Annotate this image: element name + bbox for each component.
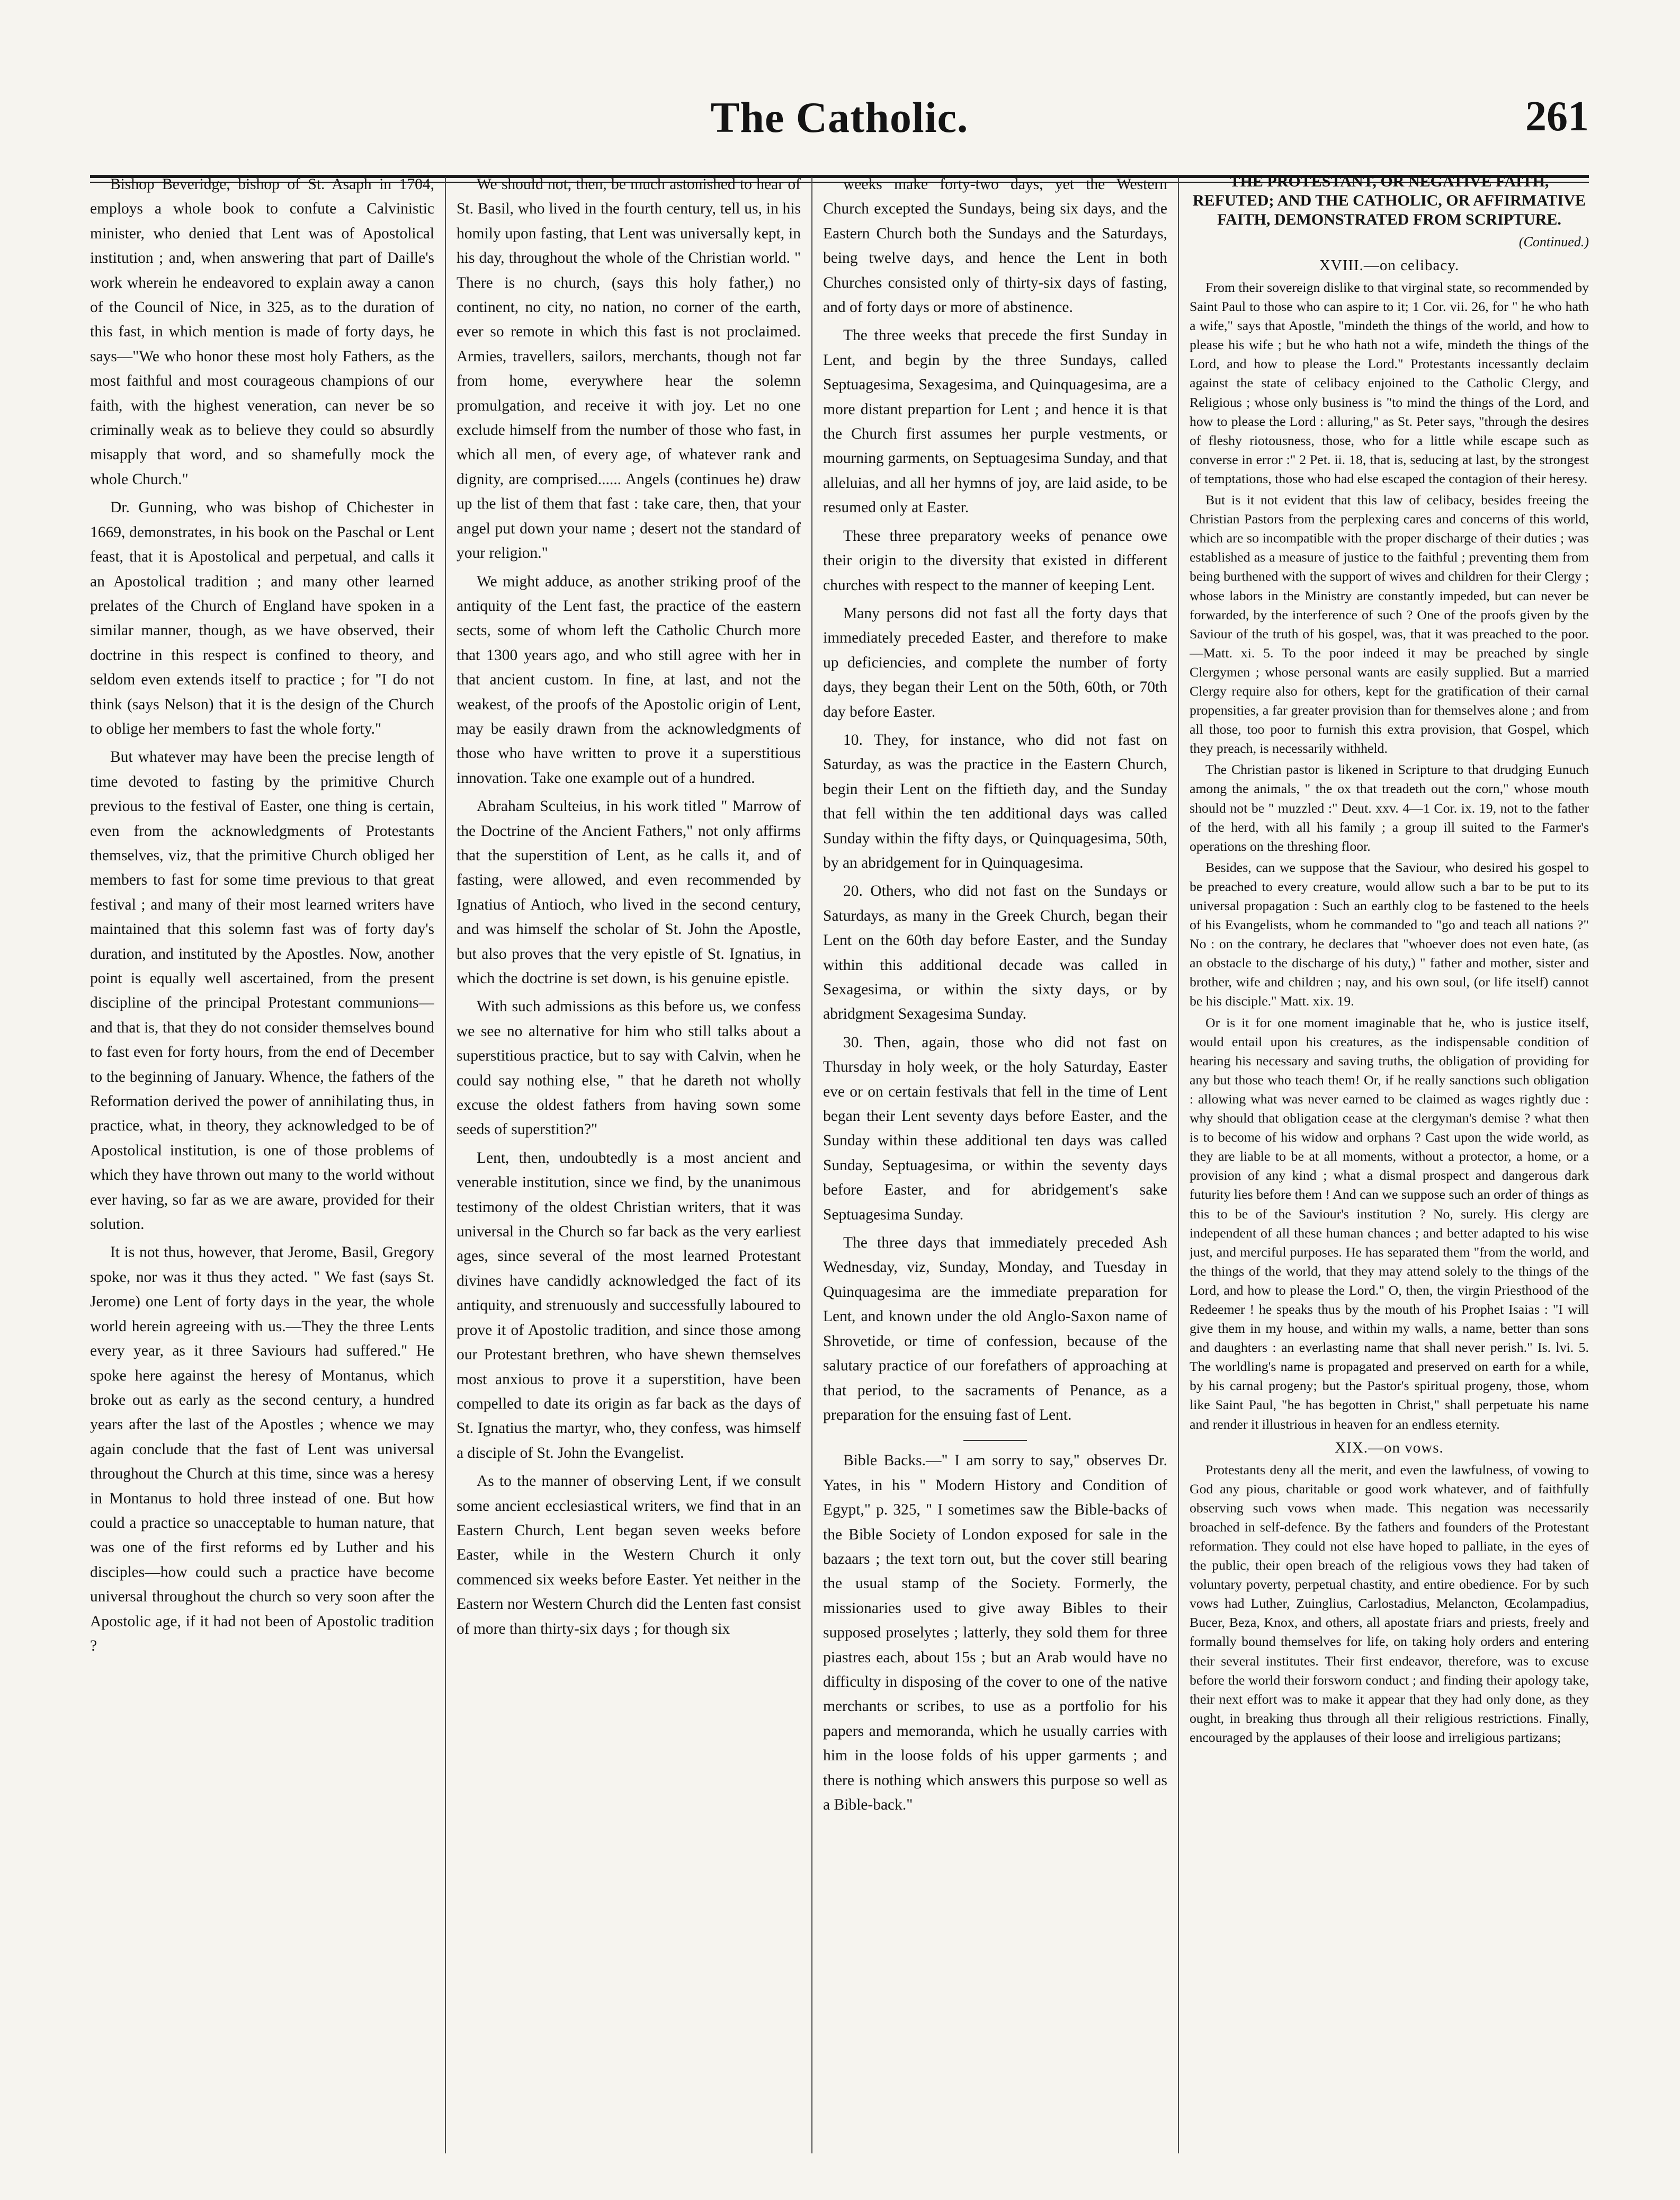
continued-note: (Continued.) [1518,234,1589,250]
paragraph: Lent, then, undoubtedly is a most ancient and venerable institution, since we find, by the unanimous testimony of the oldest Christian writers, that it was universal in the Church so far back as the very earliest ages, since several of the most learned Protestant divines have candidly acknowledged the fact of its antiquity, and strenuously and successfully laboured to prove it of Apostolic tradition, and since those among our Protestant brethren, who have shewn themselves most anxious to prove it a superstition, have been compelled to date its origin as far back as the days of St. Ignatius the martyr, who, they confess, was himself a disciple of St. John the Evangelist. [457,1149,801,1462]
paragraph: weeks make forty-two days, yet the Western Church excepted the Sundays, being six days, and the Eastern Church both the Sundays and the Saturdays, being twelve days, and hence the Lent in both Churches consisted only of thirty-six days of fasting, and of forty days or more of abstinence. [823,176,1167,316]
column-divider [445,177,446,2153]
paragraph: Bishop Beveridge, bishop of St. Asaph in 1704, employs a whole book to confute a Calvinistic minister, who denied that Lent was of Apostolical institution ; and, when answering that part of Daille's work wherein he endeavored to explain away a canon of the Council of Nice, in 325, as to the duration of this fast, in which mention is made of forty days, he says—"We who honor these most holy Fathers, as the most faithful and most courageous champions of our faith, with the highest veneration, can never be so criminally weak as to believe they could so absurdly misapply that word, and so shamefully mock the whole Church." [90,176,434,488]
column-3 [823,172,1167,2156]
section-heading: XIX.—on vows. [1335,1439,1444,1456]
paragraph: Protestants deny all the merit, and even the lawfulness, of vowing to God any pious, charitable or good work whatever, and of faithfully observing such vows when made. This negation was necessarily broached in self-defence. By the fathers and founders of the Protestant reformation. They could not else have hoped to palliate, in the eyes of the public, their open breach of the religious vows they had taken of voluntary poverty, perpetual chastity, and entire obedience. For by such vows had Luther, Zuinglius, Carlostadius, Melancton, Œcolampadius, Bucer, Beza, Knox, and others, all apostate friars and priests, freely and formally bound themselves for life, on taking holy orders and entering their several institutes. Their first endeavor, therefore, was to excuse before the world their forsworn conduct ; and finding their apology take, their next effort was to make it appear that they had only done, as they ought, in breaking thus through all their religious restrictions. Finally, encouraged by the applauses of their loose and irreligious partizans; [1190,1462,1589,1745]
paragraph: 20. Others, who did not fast on the Sundays or Saturdays, as many in the Greek Church, began their Lent on the 60th day before Easter, and the Sunday within this additional decade was called in Sexagesima, or within the sixty days, or by abridgment Sexagesima Sunday. [823,883,1167,1023]
column-2 [457,172,801,2156]
article-title: THE PROTESTANT, OR NEGATIVE FAITH, REFUTED; AND THE CATHOLIC, OR AFFIRMATIVE FAITH, DEMONSTRATED FROM SCRIPTURE. [1193,173,1586,228]
paragraph: We might adduce, as another striking proof of the antiquity of the Lent fast, the practice of the eastern sects, some of whom left the Catholic Church more that 1300 years ago, and who still agree with her in that ancient custom. In fine, at last, and not the weakest, of the proofs of the Apostolic origin of Lent, may be easily drawn from the acknowledgments of those who have written to prove it a superstitious innovation. Take one example out of a hundred. [457,573,801,787]
column-divider [811,177,812,2153]
paragraph: The three days that immediately preceded Ash Wednesday, viz, Sunday, Monday, and Tuesday in Quinquagesima are the immediate preparation for Lent, and known under the old Anglo-Saxon name of Shrovetide, or time of confession, because of the salutary practice of our forefathers of approaching at that period, to the sacraments of Penance, as a preparation for the ensuing fast of Lent. [823,1234,1167,1423]
paragraph: But is it not evident that this law of celibacy, besides freeing the Christian Pastors from the perplexing cares and concerns of this world, which are so incompatible with the proper discharge of their duties ; was established as a measure of justice to the faithful ; preventing them from being burthened with the support of wives and children for their Clergy ; whose labors in the Ministry are constantly impeded, but can never be forwarded, by the interference of such ? One of the proofs given by the Saviour of the truth of his gospel, was, that it was preached to the poor.—Matt. xi. 5. To the poor indeed it may be preached by single Clergymen ; whose personal wants are easily supplied. But a married Clergy require also for others, kept for the gratification of their carnal propensities, a far greater provision than for themselves alone ; and from all those, too poor to furnish this extra provision, that Gospel, which they preach, is necessarily withheld. [1190,492,1589,756]
paragraph: The Christian pastor is likened in Scripture to that drudging Eunuch among the animals, " the ox that treadeth out the corn," whose mouth should not be " muzzled :" Deut. xxv. 4—1 Cor. ix. 19, not to the father of the herd, with all his family ; a group ill suited to the Farmer's operations on the threshing floor. [1190,762,1589,854]
paragraph: We should not, then, be much astonished to hear of St. Basil, who lived in the fourth century, tell us, in his homily upon fasting, that Lent was universally kept, in his day, throughout the whole of the Christian world. " There is no church, (says this holy father,) no continent, no city, no nation, no corner of the earth, ever so remote in which this fast is not proclaimed. Armies, travellers, sailors, merchants, though not far from home, everywhere hear the solemn promulgation, and receive it with joy. Let no one exclude himself from the number of those who fast, in which all men, of every age, of whatever rank and dignity, are comprised...... Angels (continues he) draw up the list of them that fast : take care, then, that your angel put down your name ; desert not the standard of your religion." [457,176,801,562]
newspaper-page [90,64,1589,2161]
paragraph: But whatever may have been the precise length of time devoted to fasting by the primitive Church previous to the festival of Easter, one thing is certain, even from the acknowledgments of Protestants themselves, viz, that the primitive Church obliged her members to fast for some time previous to that great festival ; and many of their most learned writers have maintained that this solemn fast was of forty day's duration, and instituted by the Apostles. Now, another point is equally well ascertained, from the present discipline of the principal Protestant communions—and that is, that they do not consider themselves bound to fast even for forty hours, from the end of December to the beginning of January. Whence, the fathers of the Reformation derived the power of annihilating thus, in practice, what, in theory, they acknowledged to be of Apostolical institution, is one of those problems of which they have thrown out many to the world without ever having, so far as we are aware, provided for their solution. [90,749,434,1233]
paragraph: Bible Backs.—" I am sorry to say," observes Dr. Yates, in his " Modern History and Condition of Egypt," p. 325, " I sometimes saw the Bible-backs of the Bible Society of London exposed for sale in the bazaars ; the text torn out, but the cover still bearing the usual stamp of the Society. Formerly, the missionaries used to give away Bibles to their supposed proselytes ; latterly, they sold them for three piastres each, about 15s ; but an Arab would have no difficulty in disposing of the cover to one of the native merchants or scribes, to use as a portfolio for his papers and memoranda, which he usually carries with him in the loose folds of his upper garments ; and there is nothing which answers this purpose so well as a Bible-back." [823,1452,1167,1813]
column-1 [90,172,434,2156]
column-4 [1190,172,1589,2156]
section-heading: XVIII.—on celibacy. [1319,257,1460,274]
column-divider [1178,177,1179,2153]
paragraph: The three weeks that precede the first Sunday in Lent, and begin by the three Sundays, called Septuagesima, Sexagesima, and Quinquagesima, are a more distant prepartion for Lent ; and hence it is that the Church first assumes her purple vestments, or mourning garments, on Septuagesima Sunday, and that alleluias, and all her hymns of joy, are laid aside, to be resumed only at Easter. [823,327,1167,516]
paragraph: As to the manner of observing Lent, if we consult some ancient ecclesiastical writers, we find that in an Eastern Church, Lent began seven weeks before Easter, while in the Western Church it only commenced six weeks before Easter. Yet neither in the Eastern nor Western Church did the Lenten fast consist of more than thirty-six days ; for though six [457,1473,801,1637]
masthead [90,93,1589,156]
paragraph: Dr. Gunning, who was bishop of Chichester in 1669, demonstrates, in his book on the Paschal or Lent feast, that it is Apostolical and perpetual, and calls it an Apostolical tradition ; and many other learned prelates of the Church of England have spoken in a similar manner, though, as we have observed, their doctrine in this respect is confined to theory, and seldom even extends itself to practice ; for "I do not think (says Nelson) that it is the design of the Church to oblige her members to fast the whole forty." [90,499,434,737]
paragraph: With such admissions as this before us, we confess we see no alternative for him who still talks about a superstitious practice, but to say with Calvin, when he could say nothing else, " that he dareth not wholly excuse the oldest fathers from having sown some seeds of superstition?" [457,998,801,1138]
paragraph: From their sovereign dislike to that virginal state, so recommended by Saint Paul to those who can aspire to it; 1 Cor. vii. 26, for " he who hath a wife," says that Apostle, "mindeth the things of the world, and how to please his wife ; but he who hath not a wife, mindeth the things of the Lord, and how to please the Lord." Protestants incessantly declaim against the state of celibacy enjoined to the Catholic Clergy, and Religious ; whose only business is "to mind the things of the Lord, and how to please the Lord : alluring," as St. Peter says, "through the desires of fleshy riotousness, those, who for a little while escape such as converse in error :" 2 Pet. ii. 18, that is, seducing at last, by the strongest of temptations, those who had else escaped the contagion of their heresy. [1190,280,1589,486]
paragraph: Many persons did not fast all the forty days that immediately preceded Easter, and therefore to make up deficiencies, and complete the number of forty days, they began their Lent on the 50th, 60th, or 70th day before Easter. [823,604,1167,720]
paragraph: 30. Then, again, those who did not fast on Thursday in holy week, or the holy Saturday, Easter eve or on certain festivals that fell in the time of Lent began their Lent seventy days before Easter, and the Sunday within these additional ten days was called Sunday, Septuagesima, or within the seventy days before Easter, and for abridgement's sake Septuagesima Sunday. [823,1034,1167,1223]
article-separator [963,1440,1027,1441]
paragraph: Abraham Sculteius, in his work titled " Marrow of the Doctrine of the Ancient Fathers," not only affirms that the superstition of Lent, as he calls it, and of fasting, were allowed, and even recommended by Ignatius of Antioch, who lived in the second century, and was himself the scholar of St. John the Apostle, but also proves that the very epistle of St. Ignatius, in which the doctrine is set down, is his genuine epistle. [457,798,801,987]
page-number: 261 [1525,93,1589,140]
paragraph: Besides, can we suppose that the Saviour, who desired his gospel to be preached to every creature, would allow such a bar to be put to its universal propagation : Such an earthly clog to be fastened to the heels of his Evangelists, whom he commanded to "go and teach all nations ?" No : on the contrary, he declares that "whoever does not even hate, (as an obstacle to the discharge of his duty,) " father and mother, sister and brother, wife and children ; nay, and his own soul, (or life itself) cannot be his disciple." Matt. xix. 19. [1190,859,1589,1009]
paragraph: 10. They, for instance, who did not fast on Saturday, as was the practice in the Eastern Church, begin their Lent on the fiftieth day, and the Sunday that fell within the ten additional days was called Sunday within the fifty days, or Quinquagesima, 50th, by an abridgement for in Quinquagesima. [823,731,1167,871]
paragraph: It is not thus, however, that Jerome, Basil, Gregory spoke, nor was it thus they acted. " We fast (says St. Jerome) one Lent of forty days in the year, the whole world herein agreeing with us.—They the three Lents every year, as it three Saviours had suffered." He spoke here against the heresy of Montanus, which broke out as early as the second century, a hundred years after the last of the Apostles ; whence we may again conclude that the fast of Lent was universal throughout the Church at this time, since was a heresy in Montanus to hold three instead of one. But how could a practice so unacceptable to human nature, that was one of the first reforms ed by Luther and his disciples—how could such a practice have become universal throughout the church so very soon after the Apostolic age, if it had not been of Apostolic tradition ? [90,1244,434,1654]
page-title: The Catholic. [710,93,969,141]
paragraph: Or is it for one moment imaginable that he, who is justice itself, would entail upon his creatures, as the indispensable condition of hearing his necessary and saving truths, the obligation of providing for any but those who teach them! Or, if he really sanctions such obligation : allowing what was never earned to be claimed as wages rightly due : why should that obligation cease at the clergyman's demise ? what then is to become of his widow and orphans ? Cast upon the wide world, as they are liable to be at all moments, without a protector, a home, or a provision of any kind ; what a dismal prospect and dangerous dark futurity lies before them ! And can we suppose such an order of things as this to be of the Saviour's institution ? No, surely. His clergy are independent of all these human chances ; and better adapted to his wise just, and merciful purposes. He has separated them "from the world, and the things of the world, that they may attend solely to the things of the Lord, and how to please the Lord." O, then, the virgin Priesthood of the Redeemer ! he speaks thus by the mouth of his Prophet Isaias : "I will give them in my house, and within my walls, a name, better than sons and daughters : an everlasting name that shall never perish." Is. lvi. 5. The worldling's name is propagated and preserved on earth for a while, by his carnal progeny; but the Pastor's spiritual progeny, those, whom like Saint Paul, "he has begotten in Christ," shall perpetuate his name and render it illustrious in heaven for an endless eternity. [1190,1014,1589,1432]
paragraph: These three preparatory weeks of penance owe their origin to the diversity that existed in different churches with respect to the manner of keeping Lent. [823,527,1167,594]
